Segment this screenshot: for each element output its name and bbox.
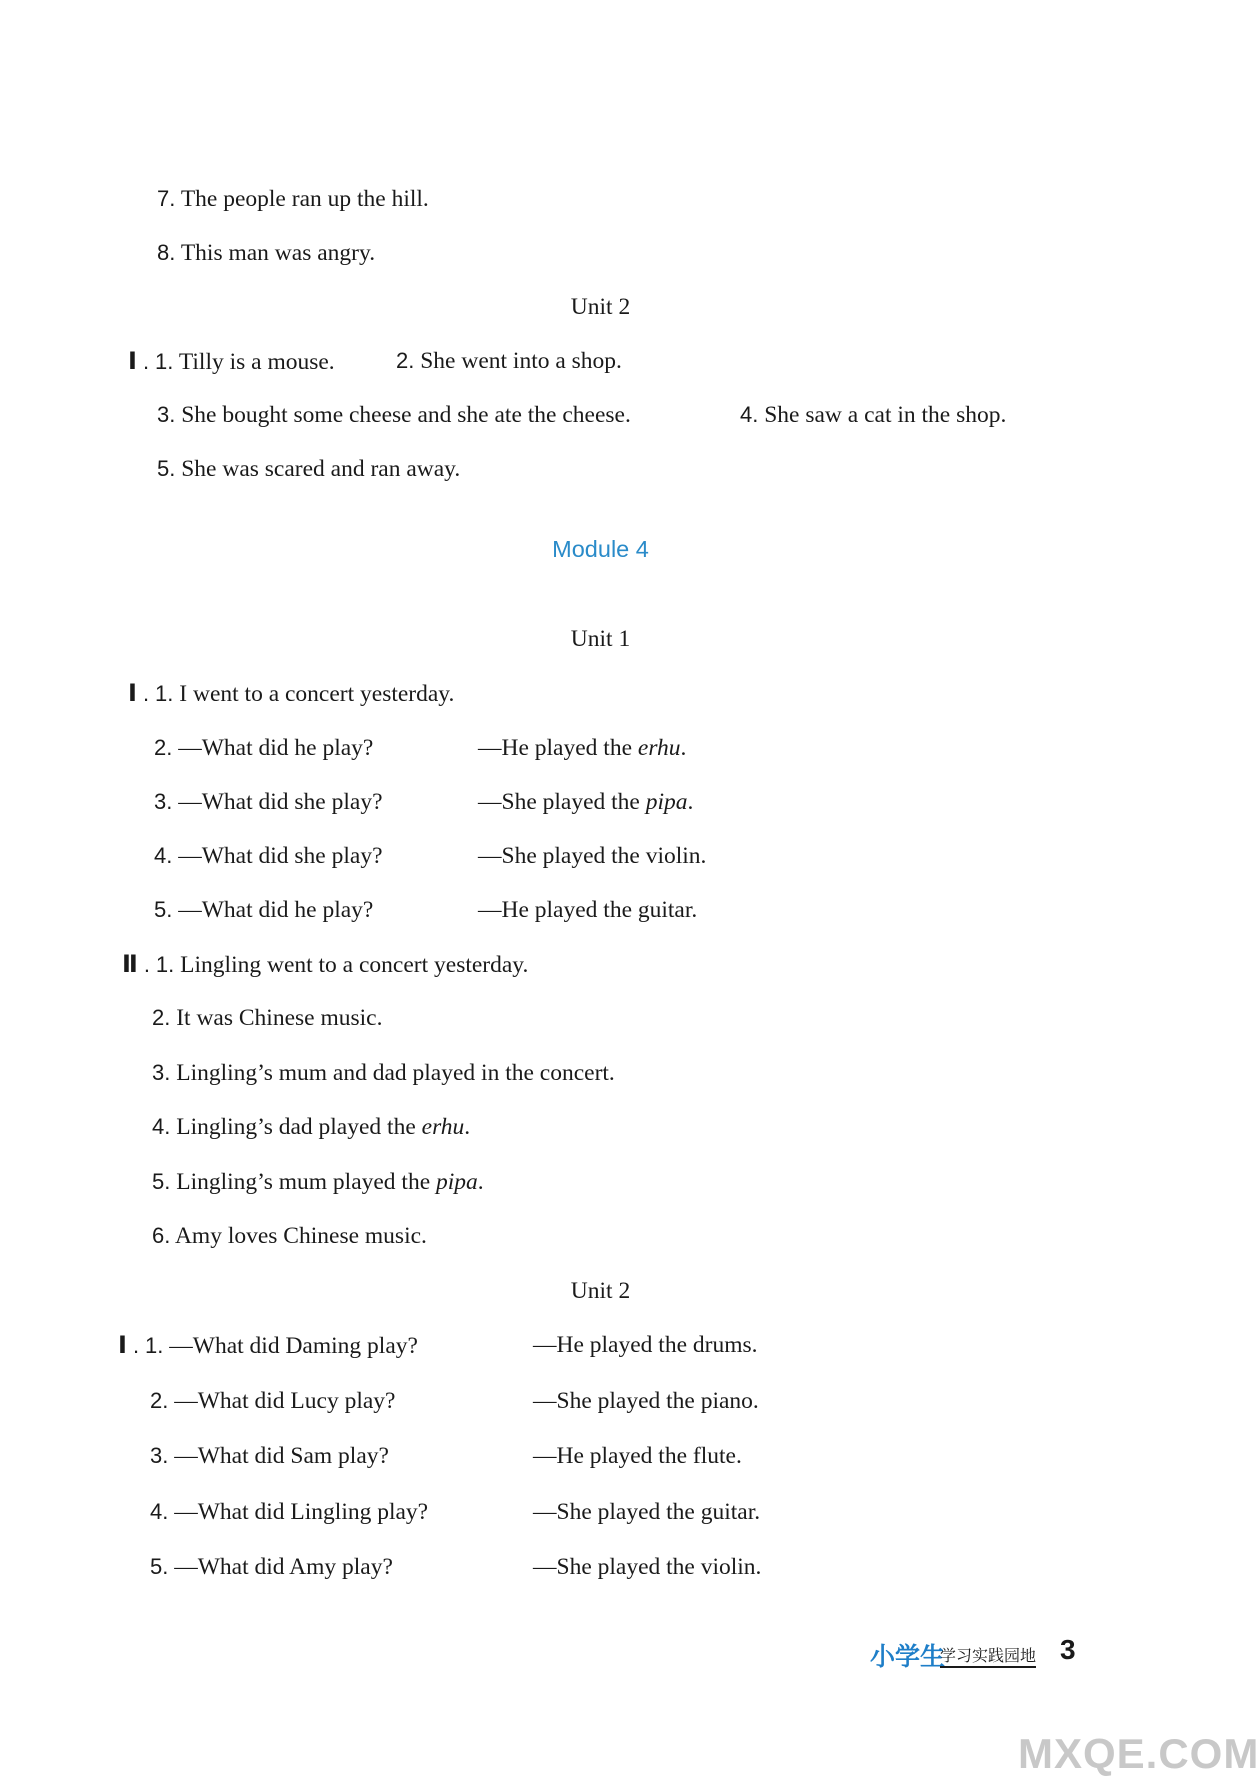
exercise-line <box>152 1225 427 1249</box>
qa-row <box>154 899 373 923</box>
watermark: MXQE.COM <box>1018 1730 1259 1777</box>
answer-text: —She played the pipa. <box>478 789 694 815</box>
section-roman-numeral: Ⅱ <box>122 951 138 978</box>
item-text: Lingling’s mum played the pipa. <box>176 1169 484 1195</box>
item-number: 5. <box>150 1554 169 1579</box>
answer-text: —He played the drums. <box>533 1332 758 1358</box>
question-text: —What did Amy play? <box>174 1554 393 1580</box>
question-text: —What did Lucy play? <box>174 1388 396 1414</box>
section-roman-numeral: Ⅰ <box>128 680 137 707</box>
item-text: Tilly is a mouse. <box>178 349 335 375</box>
item-text: Lingling went to a concert yesterday. <box>180 952 529 978</box>
item-number: 3. <box>154 789 173 814</box>
unit-heading: Unit 2 <box>570 294 631 320</box>
item-number: 3. <box>157 402 176 427</box>
section-roman-numeral: Ⅰ <box>128 348 137 375</box>
item-number: 1. <box>155 349 174 374</box>
item-text: She bought some cheese and she ate the cheese. <box>181 402 631 428</box>
item-text: It was Chinese music. <box>176 1005 383 1031</box>
exercise-line: Ⅱ . 1. Lingling went to a concert yesterday. <box>122 951 529 978</box>
qa-row: Ⅰ . 1. —What did Daming play? <box>118 1332 418 1359</box>
answer-text: —She played the piano. <box>533 1388 759 1414</box>
unit-heading: Unit 1 <box>570 626 631 652</box>
exercise-line <box>740 404 1006 428</box>
item-number: 5. <box>157 456 176 481</box>
footer-subtitle: 学习实践园地 <box>940 1643 1036 1668</box>
answer-text: —She played the violin. <box>478 843 707 869</box>
section-roman-numeral: Ⅰ <box>118 1332 127 1359</box>
item-number: 7. <box>157 186 176 211</box>
qa-row <box>154 791 383 815</box>
item-text: This man was angry. <box>180 240 376 266</box>
item-number: 2. <box>396 348 415 373</box>
item-text: I went to a concert yesterday. <box>179 681 455 707</box>
item-text: She saw a cat in the shop. <box>764 402 1007 428</box>
question-text: —What did she play? <box>178 843 383 869</box>
answer-text: —He played the erhu. <box>478 735 687 761</box>
item-number: 5. <box>154 897 173 922</box>
question-text: —What did Sam play? <box>174 1443 389 1469</box>
unit-heading: Unit 2 <box>570 1278 631 1304</box>
exercise-line: Ⅰ . 1. Tilly is a mouse. <box>128 348 335 375</box>
item-text: The people ran up the hill. <box>180 186 429 212</box>
qa-row <box>154 737 373 761</box>
module-title: Module 4 <box>552 536 649 562</box>
item-number: 1. <box>155 681 174 706</box>
item-number: 4. <box>740 402 759 427</box>
qa-row <box>150 1390 395 1414</box>
page-number: 3 <box>1060 1634 1076 1665</box>
item-number: 2. <box>154 735 173 760</box>
item-8 <box>157 242 375 266</box>
item-number: 3. <box>152 1060 171 1085</box>
footer-brand-logo: 小学生 <box>870 1642 946 1671</box>
item-number: 2. <box>152 1005 171 1030</box>
item-7 <box>157 188 429 212</box>
item-number: 8. <box>157 240 176 265</box>
item-text: Lingling’s dad played the erhu. <box>176 1114 471 1140</box>
exercise-line <box>152 1116 470 1140</box>
item-number: 5. <box>152 1169 171 1194</box>
item-number: 1. <box>155 952 175 977</box>
qa-row <box>154 845 383 869</box>
item-text: Lingling’s mum and dad played in the concert. <box>176 1060 615 1086</box>
exercise-line <box>152 1171 484 1195</box>
item-number: 1. <box>145 1333 164 1358</box>
exercise-line: Ⅰ . 1. I went to a concert yesterday. <box>128 680 455 707</box>
question-text: —What did he play? <box>178 897 374 923</box>
exercise-line <box>152 1007 382 1031</box>
item-text: She went into a shop. <box>420 348 622 374</box>
item-text: She was scared and ran away. <box>181 456 461 482</box>
item-text: Amy loves Chinese music. <box>174 1223 427 1249</box>
exercise-line <box>157 404 631 428</box>
qa-row <box>150 1556 393 1580</box>
answer-text: —She played the violin. <box>533 1554 762 1580</box>
exercise-line <box>157 458 460 482</box>
answer-text: —He played the flute. <box>533 1443 742 1469</box>
item-number: 4. <box>152 1114 171 1139</box>
exercise-line <box>152 1062 615 1086</box>
question-text: —What did she play? <box>178 789 383 815</box>
question-text: —What did Lingling play? <box>174 1499 429 1525</box>
answer-text: —He played the guitar. <box>478 897 698 923</box>
item-number: 6. <box>152 1223 171 1248</box>
item-number: 3. <box>150 1443 169 1468</box>
item-number: 4. <box>150 1499 169 1524</box>
item-number: 4. <box>154 843 173 868</box>
question-text: —What did Daming play? <box>169 1333 418 1359</box>
exercise-line <box>396 350 622 374</box>
answer-text: —She played the guitar. <box>533 1499 761 1525</box>
qa-row <box>150 1445 389 1469</box>
item-number: 2. <box>150 1388 169 1413</box>
qa-row <box>150 1501 428 1525</box>
question-text: —What did he play? <box>178 735 374 761</box>
